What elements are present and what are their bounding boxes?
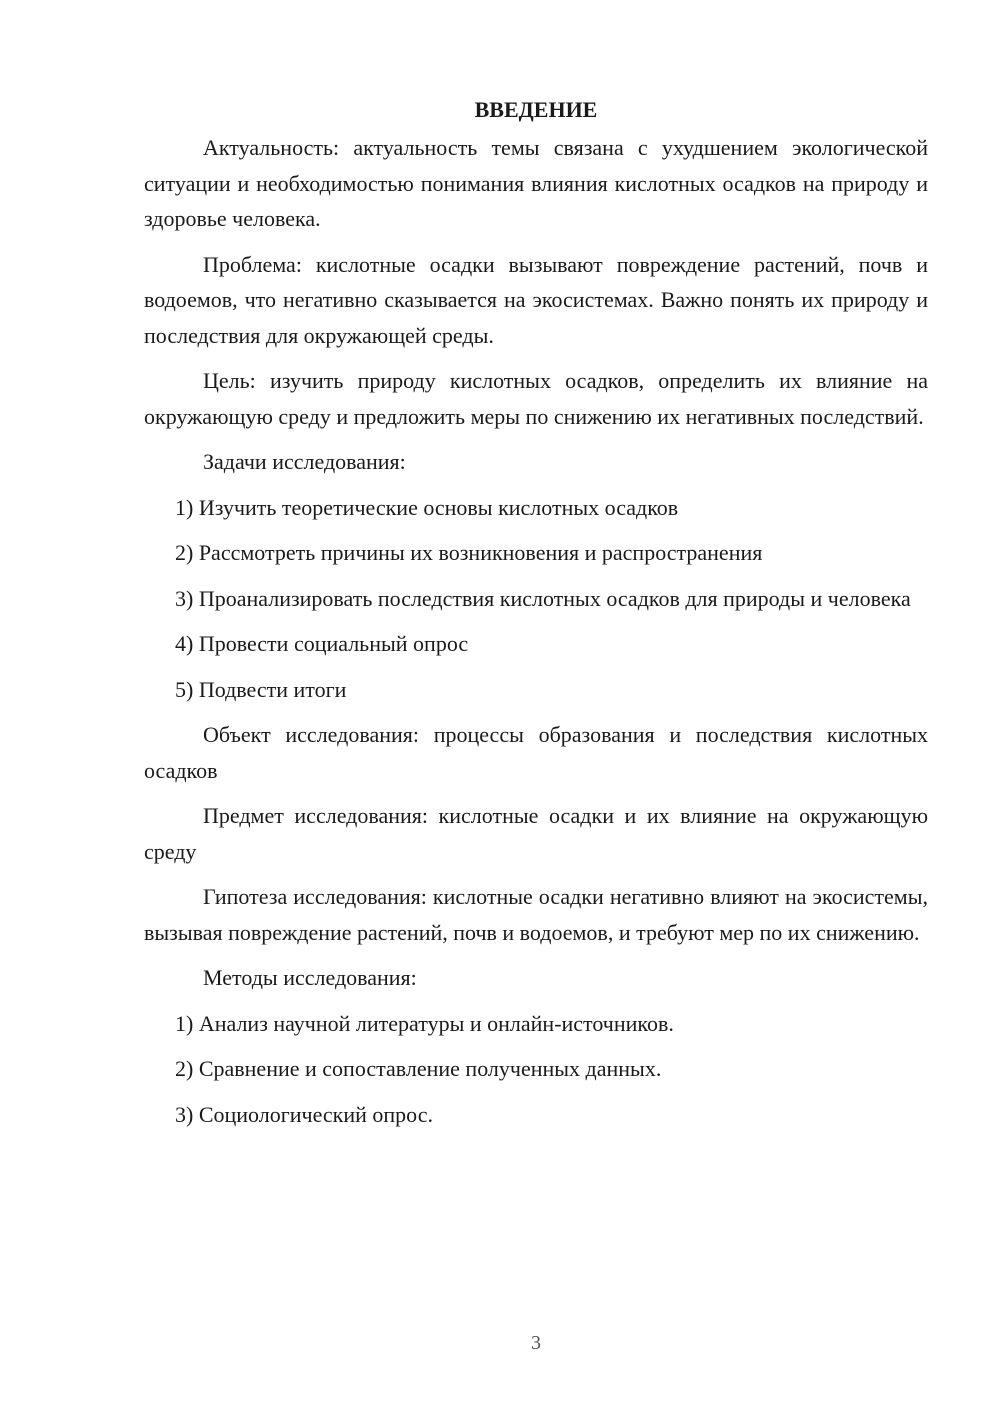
task-item: 1) Изучить теоретические основы кислотных осадков xyxy=(175,494,679,520)
object-paragraph: Объект исследования: процессы образования и последствия кислотных осадков xyxy=(144,722,928,783)
document-title: ВВЕДЕНИЕ xyxy=(474,97,598,122)
task-item: 4) Провести социальный опрос xyxy=(175,631,469,656)
page-number: 3 xyxy=(531,1332,541,1354)
tasks-heading: Задачи исследования: xyxy=(203,449,406,474)
document-page xyxy=(144,92,928,1142)
task-item: 2) Рассмотреть причины их возникновения и распространения xyxy=(175,540,763,565)
method-item: 3) Социологический опрос. xyxy=(175,1101,433,1127)
method-item: 1) Анализ научной литературы и онлайн-источников. xyxy=(175,1010,674,1036)
task-item: 5) Подвести итоги xyxy=(175,676,347,702)
hypothesis-paragraph: Гипотеза исследования: кислотные осадки негативно влияют на экосистемы, вызывая повреждение растений, почв и водоемов, и требуют мер по их снижению. xyxy=(144,884,928,945)
relevance-paragraph: Актуальность: актуальность темы связана с ухудшением экологической ситуации и необходимостью понимания влияния кислотных осадков на природу и здоровье человека. xyxy=(144,135,928,231)
task-item: 3) Проанализировать последствия кислотных осадков для природы и человека xyxy=(175,585,911,611)
goal-paragraph: Цель: изучить природу кислотных осадков, определить их влияние на окружающую среду и предложить меры по снижению их негативных последствий. xyxy=(144,368,928,429)
method-item: 2) Сравнение и сопоставление полученных данных. xyxy=(175,1056,662,1081)
methods-heading: Методы исследования: xyxy=(203,965,417,990)
subject-paragraph: Предмет исследования: кислотные осадки и их влияние на окружающую среду xyxy=(144,803,928,864)
problem-paragraph: Проблема: кислотные осадки вызывают повреждение растений, почв и водоемов, что негативно сказывается на экосистемах. Важно понять их природу и последствия для окружающей среды. xyxy=(144,251,928,348)
